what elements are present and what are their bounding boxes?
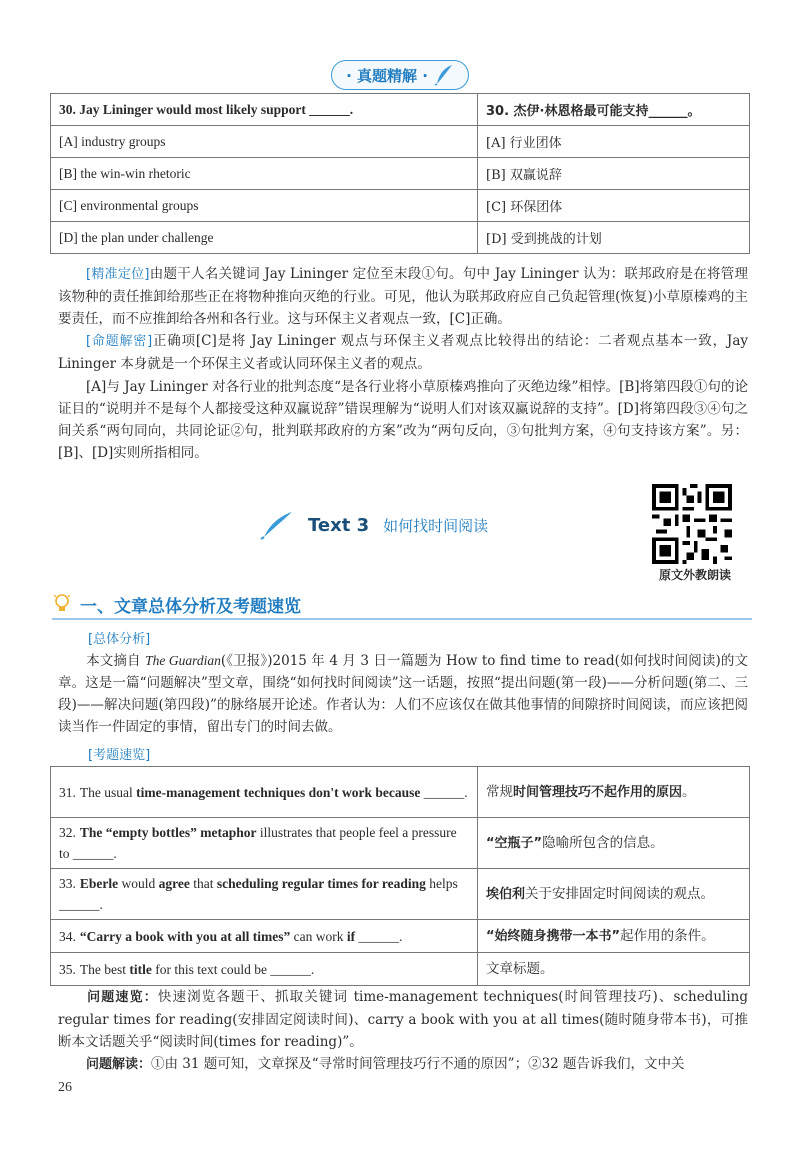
q30-option-c-en: [C] environmental groups bbox=[51, 190, 478, 222]
table-row bbox=[51, 953, 750, 986]
q35-en-post: for this text could be ______. bbox=[151, 961, 315, 977]
q32-zh bbox=[478, 818, 750, 869]
q34-zh-post: 起作用的条件。 bbox=[620, 927, 715, 944]
q32-en-post: illustrates that people feel a pressure to ______. bbox=[59, 825, 457, 861]
q31-en bbox=[51, 767, 478, 818]
q32-en-key: The “empty bottles” metaphor bbox=[79, 825, 257, 840]
overview-text-1: 本文摘自 bbox=[86, 653, 146, 669]
q30-stem-en: 30. Jay Lininger would most likely support ______. bbox=[51, 94, 478, 126]
q35-en-key: title bbox=[129, 961, 152, 977]
quick-scan-paragraph bbox=[58, 986, 748, 1053]
q35-en bbox=[51, 953, 478, 986]
q33-en-key-2: agree bbox=[158, 876, 190, 891]
quill-icon bbox=[260, 510, 294, 540]
q30-stem-zh: 30. 杰伊·林恩格最可能支持______。 bbox=[478, 94, 750, 126]
q34-en-post-2: ______. bbox=[355, 928, 403, 944]
q31-zh-post: 。 bbox=[682, 783, 696, 800]
q32-zh-key: “空瓶子” bbox=[486, 835, 543, 851]
analysis-paragraph-1 bbox=[58, 263, 748, 330]
decode-text: ①由 31 题可知，文章探及“寻常时间管理技巧行不通的原因”；②32 题告诉我们，文中关 bbox=[151, 1056, 685, 1072]
q33-zh-post: 关于安排固定时间阅读的观点。 bbox=[525, 885, 715, 902]
q35-zh-text: 文章标题。 bbox=[486, 960, 554, 977]
table-row bbox=[51, 818, 750, 869]
q30-option-d-zh: [D] 受到挑战的计划 bbox=[478, 222, 750, 254]
table-row bbox=[51, 222, 750, 254]
badge-text: · 真题精解 · bbox=[346, 66, 428, 85]
q34-en-key-2: if bbox=[346, 928, 356, 944]
page-number: 26 bbox=[58, 1080, 72, 1095]
q33-zh-key: 埃伯利 bbox=[486, 886, 526, 902]
q33-zh bbox=[478, 869, 750, 920]
section-badge bbox=[331, 60, 469, 90]
q35-zh bbox=[478, 953, 750, 986]
table-row bbox=[51, 190, 750, 222]
analysis-p2-text: 正确项[C]是将 Jay Lininger 观点与环保主义者观点比较得出的结论：二者观点基本一致，Jay Lininger 本身就是一个环保主义者或认同环保主义者的观点。 bbox=[58, 333, 748, 372]
q31-en-post: ______. bbox=[420, 784, 468, 800]
lightbulb-icon bbox=[52, 592, 72, 616]
table-row bbox=[51, 94, 750, 126]
quill-icon bbox=[434, 64, 454, 86]
q31-en-key: time-management techniques don't work because bbox=[136, 784, 421, 800]
text3-title-en: Text 3 bbox=[308, 514, 370, 536]
quick-scan-label: 问题速览： bbox=[86, 990, 158, 1005]
q33-en-mid-2: that bbox=[189, 876, 217, 891]
q34-number: 34. bbox=[59, 928, 76, 944]
q30-table bbox=[50, 93, 750, 254]
table-row bbox=[51, 126, 750, 158]
decode-paragraph bbox=[58, 1053, 748, 1076]
q34-en-post: can work bbox=[290, 928, 347, 944]
q33-number: 33. bbox=[59, 876, 76, 891]
table-row bbox=[51, 869, 750, 920]
q30-option-b-en: [B] the win-win rhetoric bbox=[51, 158, 478, 190]
q33-en bbox=[51, 869, 478, 920]
questions-table bbox=[50, 766, 750, 986]
q31-zh bbox=[478, 767, 750, 818]
overview-tag: [总体分析] bbox=[88, 632, 151, 647]
precise-location-tag: [精准定位] bbox=[86, 267, 150, 282]
q31-zh-pre: 常规 bbox=[486, 783, 513, 800]
q33-en-mid: would bbox=[118, 876, 159, 891]
q34-zh-key: “始终随身携带一本书” bbox=[486, 928, 621, 944]
table-row bbox=[51, 920, 750, 953]
q32-en bbox=[51, 818, 478, 869]
qr-code-icon[interactable] bbox=[652, 484, 732, 564]
q33-en-post: helps ______. bbox=[59, 876, 458, 912]
table-row bbox=[51, 767, 750, 818]
q34-en bbox=[51, 920, 478, 953]
quick-scan-text: 快速浏览各题干、抓取关键词 time-management techniques(时间管理技巧)、scheduling regular times for reading(安排固定阅读时间)、carry a book with you at all times(随时随身带本书)，可推断本文话题关乎“阅读时间(times for reading)”。 bbox=[58, 989, 748, 1050]
analysis-paragraph-2 bbox=[58, 330, 748, 375]
table-row bbox=[51, 158, 750, 190]
qr-caption: 原文外教朗读 bbox=[658, 568, 731, 582]
q35-number: 35. bbox=[59, 961, 76, 977]
overview-source: The Guardian bbox=[145, 653, 221, 668]
q30-option-c-zh: [C] 环保团体 bbox=[478, 190, 750, 222]
q33-en-key: Eberle bbox=[79, 876, 119, 891]
q30-option-d-en: [D] the plan under challenge bbox=[51, 222, 478, 254]
analysis-p1-text: 由题干人名关键词 Jay Lininger 定位至末段①句。句中 Jay Lininger 认为：联邦政府是在将管理该物种的责任推卸给那些正在将物种推向灭绝的行业。可见，他认为联邦政府应自己负起管理(恢复)小草原榛鸡的主要责任，而不应推卸给各州和各行业。这与环保主义者观点一致，[C]正确。 bbox=[58, 266, 748, 327]
overview-paragraph bbox=[58, 650, 748, 738]
q31-en-pre: The usual bbox=[79, 784, 137, 800]
analysis-p3-text: [A]与 Jay Lininger 对各行业的批判态度“是各行业将小草原榛鸡推向了灭绝边缘”相悖。[B]将第四段①句的论证目的“说明并不是每个人都接受这种双赢说辞”错误理解为“说明人们对该双赢说辞的支持”。[D]将第四段③④句之间关系“两句同向，共同论证②句，批判联邦政府的方案”改为“两句反向，③句批判方案，④句支持该方案”。另：[B]、[D]实则所指相同。 bbox=[58, 379, 748, 461]
section-heading bbox=[52, 590, 752, 620]
q31-zh-key: 时间管理技巧不起作用的原因 bbox=[513, 784, 683, 800]
q30-option-b-zh: [B] 双赢说辞 bbox=[478, 158, 750, 190]
q30-option-a-en: [A] industry groups bbox=[51, 126, 478, 158]
decode-label: 问题解读： bbox=[86, 1057, 152, 1072]
q35-en-pre: The best bbox=[79, 961, 130, 977]
text3-title-zh: 如何找时间阅读 bbox=[383, 516, 489, 535]
q32-number: 32. bbox=[59, 825, 76, 840]
q34-zh bbox=[478, 920, 750, 953]
q33-en-key-3: scheduling regular times for reading bbox=[216, 876, 426, 891]
question-decode-tag: [命题解密] bbox=[86, 334, 153, 349]
analysis-paragraph-3 bbox=[58, 376, 748, 464]
questions-tag: [考题速览] bbox=[88, 748, 151, 763]
q31-number: 31. bbox=[59, 784, 76, 800]
section-title: 一、文章总体分析及考题速览 bbox=[80, 596, 301, 617]
q30-option-a-zh: [A] 行业团体 bbox=[478, 126, 750, 158]
overview-text-2: (《卫报》)2015 年 4 月 3 日一篇题为 How to find time to read(如何找时间阅读)的文章。这是一篇“问题解决”型文章，围绕“如何找时间阅读”这一话题，按照“提出问题(第一段)——分析问题(第二、三段)——解决问题(第四段)”的脉络展开论述。作者认为：人们不应该仅在做其他事情的间隙挤时间阅读，而应该把阅读当作一件固定的事情，留出专门的时间去做。 bbox=[58, 653, 748, 735]
header bbox=[0, 60, 800, 90]
q32-zh-post: 隐喻所包含的信息。 bbox=[542, 834, 664, 851]
q34-en-key: “Carry a book with you at all times” bbox=[79, 928, 291, 944]
text3-heading bbox=[260, 510, 488, 540]
